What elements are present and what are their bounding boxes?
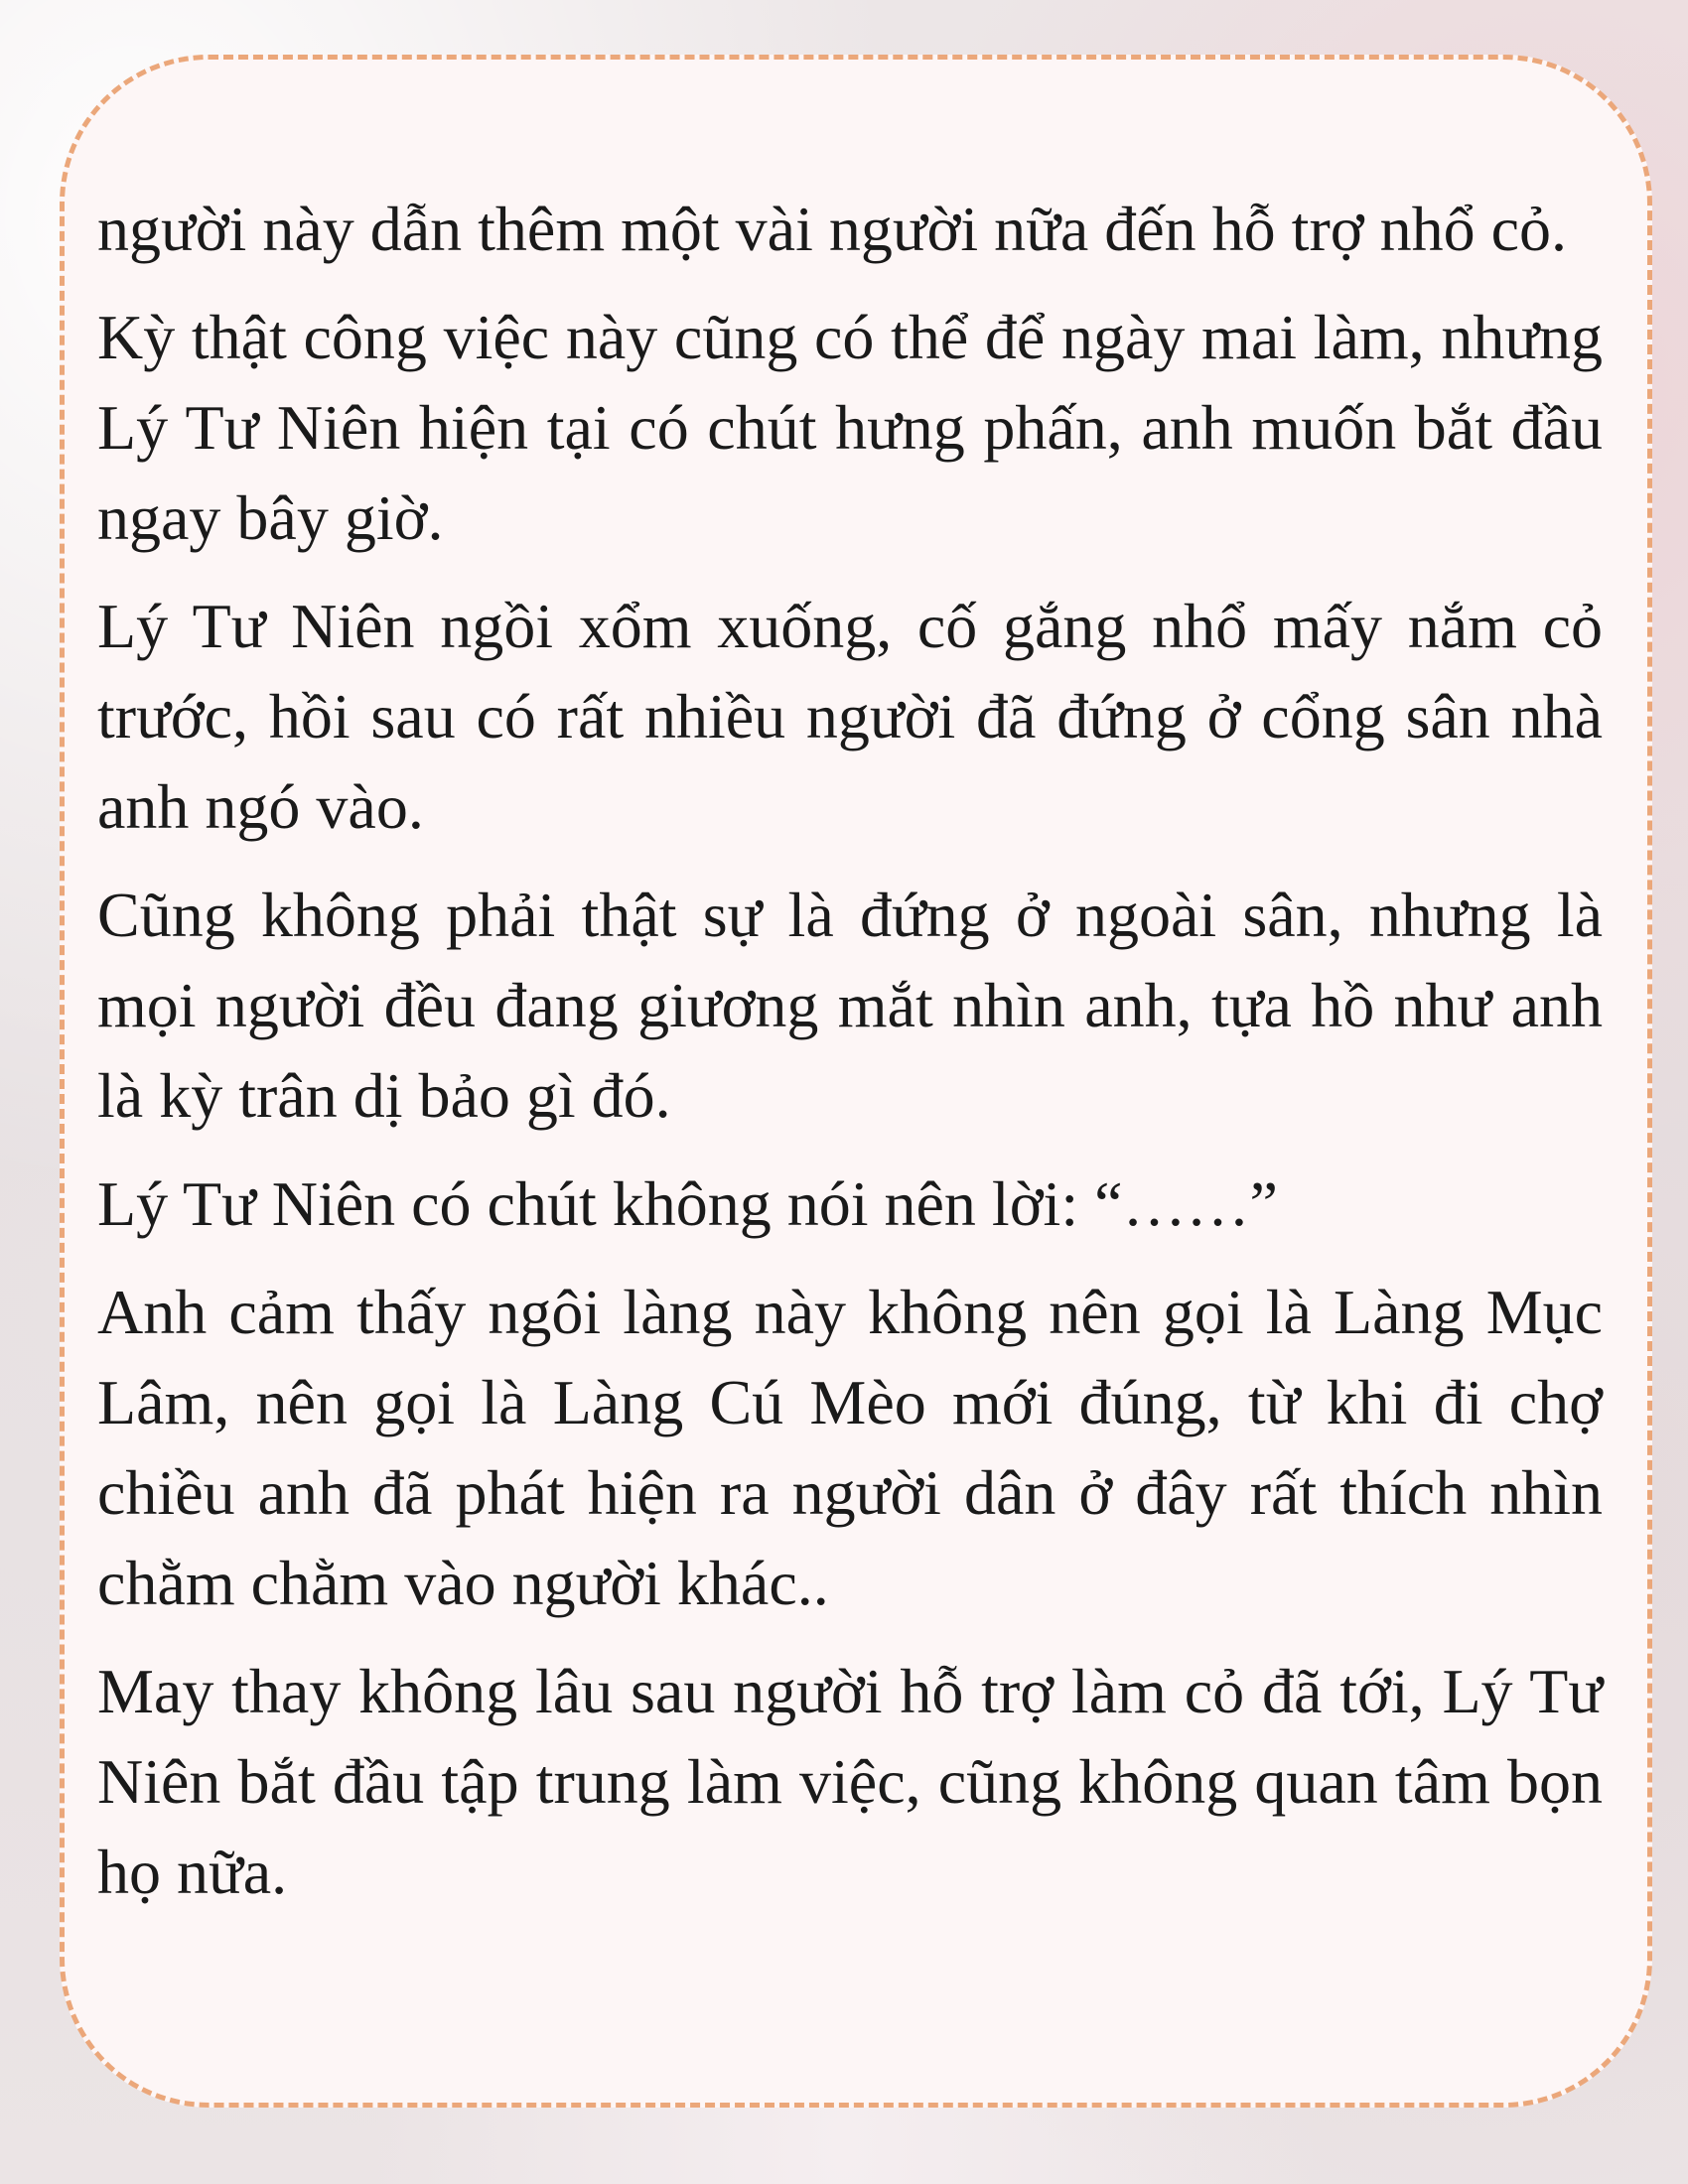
paragraph-2: Kỳ thật công việc này cũng có thể để ngày mai làm, nhưng Lý Tư Niên hiện tại có chút hưng phấn, anh muốn bắt đầu ngay bây giờ. bbox=[97, 302, 1603, 553]
paragraph-3: Lý Tư Niên ngồi xổm xuống, cố gắng nhổ mấy nắm cỏ trước, hồi sau có rất nhiều người đã đứng ở cổng sân nhà anh ngó vào. bbox=[97, 591, 1603, 842]
paragraph-6: Anh cảm thấy ngôi làng này không nên gọi là Làng Mục Lâm, nên gọi là Làng Cú Mèo mới đúng, từ khi đi chợ chiều anh đã phát hiện ra người dân ở đây rất thích nhìn chằm chằm vào người khác.. bbox=[97, 1277, 1603, 1618]
paragraph-7: May thay không lâu sau người hỗ trợ làm cỏ đã tới, Lý Tư Niên bắt đầu tập trung làm việc, cũng không quan tâm bọn họ nữa. bbox=[97, 1656, 1603, 1907]
story-text bbox=[97, 184, 1603, 1935]
paragraph-4: Cũng không phải thật sự là đứng ở ngoài sân, nhưng là mọi người đều đang giương mắt nhìn anh, tựa hồ như anh là kỳ trân dị bảo gì đó. bbox=[97, 880, 1603, 1131]
paragraph-1: người này dẫn thêm một vài người nữa đến hỗ trợ nhổ cỏ. bbox=[97, 194, 1567, 264]
paragraph-5: Lý Tư Niên có chút không nói nên lời: “……” bbox=[97, 1168, 1278, 1239]
